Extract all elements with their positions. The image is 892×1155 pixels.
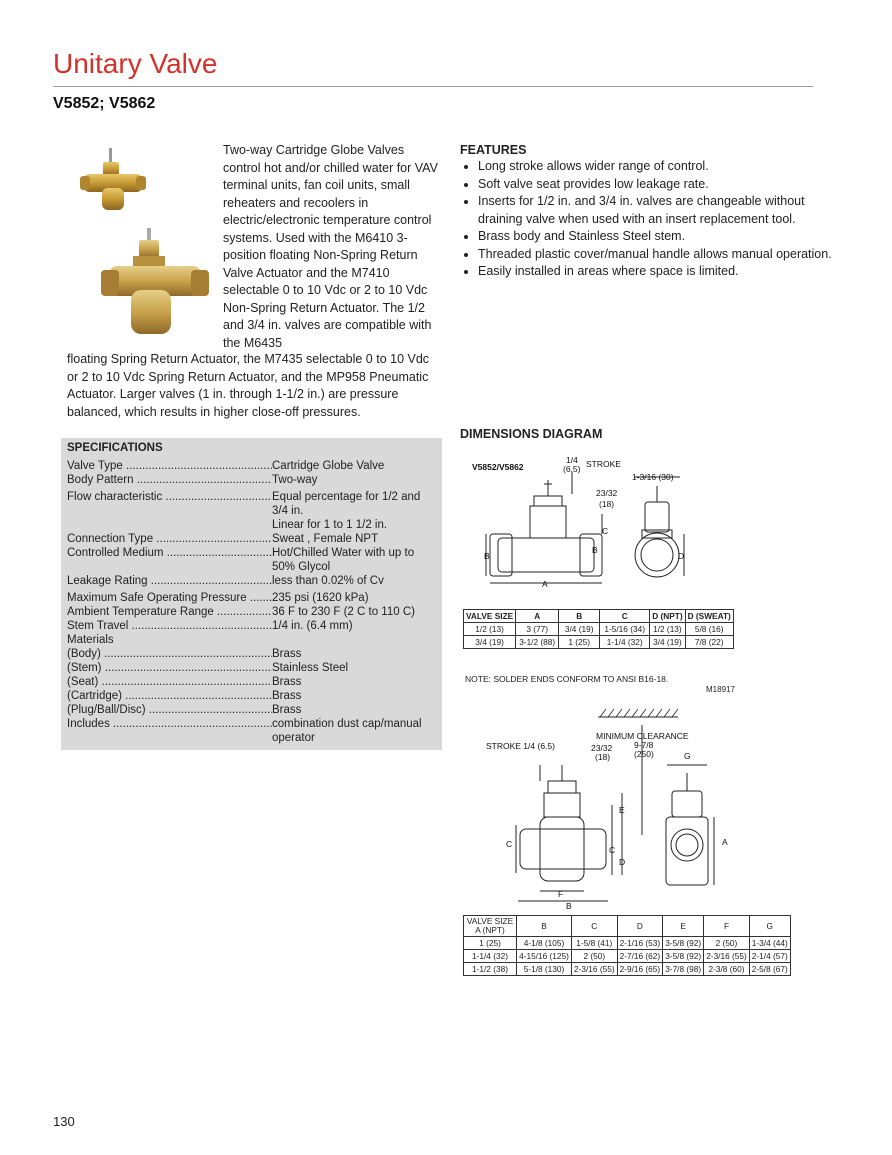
table-cell: 1/2 (13)	[464, 623, 516, 636]
table-header: E	[663, 916, 704, 937]
spec-value: Brass	[272, 689, 437, 703]
feature-item: • Easily installed in areas where space is limited.	[478, 263, 840, 281]
valve-photo-small	[76, 144, 152, 220]
table-cell: 2-7/16 (62)	[617, 950, 663, 963]
spec-value: Cartridge Globe Valve	[272, 459, 437, 473]
spec-value: Hot/Chilled Water with up to 50% Glycol	[272, 546, 437, 574]
table-row	[464, 636, 734, 649]
solder-note: NOTE: SOLDER ENDS CONFORM TO ANSI B16-18.	[465, 674, 669, 684]
table-cell: 1-5/16 (34)	[600, 623, 650, 636]
table-cell: 2 (50)	[704, 937, 750, 950]
table-cell: 1-1/2 (38)	[464, 963, 517, 976]
table-cell: 4-1/8 (105)	[517, 937, 572, 950]
stroke-mm: (6.5)	[563, 464, 581, 474]
spec-value: Brass	[272, 703, 437, 717]
table-row	[464, 623, 734, 636]
table-header: C	[572, 916, 618, 937]
table-header: D (SWEAT)	[685, 610, 733, 623]
spec-value: 36 F to 230 F (2 C to 110 C)	[272, 605, 437, 619]
table-row	[464, 963, 791, 976]
table-cell: 3 (77)	[516, 623, 559, 636]
drawing-code: M18917	[706, 685, 735, 694]
table-cell: 3-5/8 (92)	[663, 937, 704, 950]
table-header: D	[617, 916, 663, 937]
feature-item: • Long stroke allows wider range of control.	[478, 158, 840, 176]
table-cell: 3/4 (19)	[464, 636, 516, 649]
table-header: G	[749, 916, 790, 937]
dim-a-label: A	[542, 579, 548, 589]
table-cell: 1-1/4 (32)	[600, 636, 650, 649]
spec-value: Equal percentage for 1/2 and 3/4 in. Linear for 1 to 1 1/2 in.	[272, 490, 437, 532]
intro-paragraph: Two-way Cartridge Globe Valves control hot and/or chilled water for VAV terminal units, fan coil units, small reheaters and recoolers in electric/electronic temperature control systems. Used with the M6410 3-position floating Non-Spring Return Valve Actuator and the M7410 selectable 0 to 10 Vdc or 2 to 10 Vdc Non-Spring Return Actuator. The 1/2 and 3/4 in. valves are compatible with the M6435	[223, 143, 438, 350]
spec-value: combination dust cap/manual operator	[272, 717, 437, 745]
table-cell: 2-5/8 (67)	[749, 963, 790, 976]
specifications-box	[61, 438, 442, 750]
stroke-label: STROKE 1/4 (6.5)	[486, 741, 555, 751]
min-clearance-label: MINIMUM CLEARANCE	[596, 731, 689, 741]
table-cell: 4-15/16 (125)	[517, 950, 572, 963]
spec-label: (Cartridge) .....	[67, 689, 272, 703]
dim-b-label: B	[592, 545, 598, 555]
dimensions-table-large	[463, 915, 791, 976]
dim-c-label: C	[602, 526, 609, 536]
dim-c-label: C	[506, 839, 513, 849]
table-cell: 1/2 (13)	[650, 623, 685, 636]
table-cell: 2-1/16 (53)	[617, 937, 663, 950]
table-cell: 1 (25)	[559, 636, 600, 649]
table-cell: 5-1/8 (130)	[517, 963, 572, 976]
table-cell: 1-3/4 (44)	[749, 937, 790, 950]
diagram-model-label: V5852/V5862	[472, 462, 524, 472]
table-header: D (NPT)	[650, 610, 685, 623]
table-row	[464, 950, 791, 963]
product-subtitle: V5852; V5862	[53, 95, 156, 112]
clearance-fraction: 23/32	[596, 488, 618, 498]
clearance-mm: (18)	[595, 752, 611, 762]
dim-d-label: D	[678, 551, 685, 561]
spec-label: (Plug/Ball/Disc) .....	[67, 703, 272, 717]
spec-label: Controlled Medium .....	[67, 546, 272, 560]
stroke-label: STROKE	[586, 459, 621, 469]
table-header: B	[517, 916, 572, 937]
dim-e-label: E	[619, 805, 625, 815]
page-number: 130	[53, 1114, 75, 1129]
spec-value: Stainless Steel	[272, 661, 437, 675]
page-title: Unitary Valve	[53, 48, 218, 79]
height-fraction: 9-7/8	[634, 740, 654, 750]
height-mm: (250)	[634, 749, 654, 759]
dim-b-label: B	[566, 901, 572, 911]
valve-photo-large	[95, 226, 215, 344]
table-cell: 2-1/4 (57)	[749, 950, 790, 963]
spec-value: 235 psi (1620 kPa)	[272, 591, 437, 605]
spec-value: less than 0.02% of Cv	[272, 574, 437, 588]
table-cell: 2-9/16 (65)	[617, 963, 663, 976]
feature-item: • Inserts for 1/2 in. and 3/4 in. valves are changeable without draining valve when used with an insert replacement tool.	[478, 193, 840, 228]
spec-label: Ambient Temperature Range .....	[67, 605, 272, 619]
spec-value: Sweat , Female NPT	[272, 532, 437, 546]
table-cell: 3-1/2 (88)	[516, 636, 559, 649]
spec-label: Connection Type .....	[67, 532, 272, 546]
table-cell: 2-3/8 (60)	[704, 963, 750, 976]
spec-label: Stem Travel .....	[67, 619, 272, 633]
spec-value: Brass	[272, 647, 437, 661]
spec-value: 1/4 in. (6.4 mm)	[272, 619, 437, 633]
spec-label: Flow characteristic .....	[67, 490, 272, 504]
dim-c-label: C	[609, 845, 616, 855]
spec-label: (Stem) .....	[67, 661, 272, 675]
table-cell: 2-3/16 (55)	[572, 963, 618, 976]
table-cell: 3/4 (19)	[559, 623, 600, 636]
table-header: VALVE SIZE A (NPT)	[464, 916, 517, 937]
dim-b-label: B	[484, 551, 490, 561]
spec-value: Two-way	[272, 473, 437, 487]
stroke-fraction: 1/4	[566, 455, 578, 465]
spec-label: Leakage Rating .....	[67, 574, 272, 588]
table-cell: 3-5/8 (92)	[663, 950, 704, 963]
table-cell: 3-7/8 (98)	[663, 963, 704, 976]
dimensions-table-small	[463, 609, 734, 649]
table-cell: 3/4 (19)	[650, 636, 685, 649]
spec-value: Brass	[272, 675, 437, 689]
spec-label: (Body) .....	[67, 647, 272, 661]
features-section	[460, 143, 840, 281]
feature-item: • Threaded plastic cover/manual handle allows manual operation.	[478, 246, 840, 264]
table-cell: 1 (25)	[464, 937, 517, 950]
clearance-fraction: 23/32	[591, 743, 613, 753]
features-heading: FEATURES	[460, 143, 527, 157]
dim-a-label: A	[722, 837, 728, 847]
spec-label: (Seat) .....	[67, 675, 272, 689]
table-cell: 2-3/16 (55)	[704, 950, 750, 963]
table-header: B	[559, 610, 600, 623]
table-header: C	[600, 610, 650, 623]
table-row	[464, 937, 791, 950]
table-cell: 7/8 (22)	[685, 636, 733, 649]
spec-label: Valve Type .....	[67, 459, 272, 473]
table-header: F	[704, 916, 750, 937]
table-header: A	[516, 610, 559, 623]
clearance-mm: (18)	[599, 499, 615, 509]
width-label: 1-3/16 (30)	[632, 472, 674, 482]
table-header: VALVE SIZE	[464, 610, 516, 623]
dimension-diagram-small-valve	[462, 450, 742, 600]
specifications-heading: SPECIFICATIONS	[67, 442, 163, 454]
dimension-diagram-large-valve	[462, 705, 762, 913]
title-divider	[53, 86, 813, 87]
dimensions-heading: DIMENSIONS DIAGRAM	[460, 427, 603, 441]
table-cell: 1-5/8 (41)	[572, 937, 618, 950]
table-cell: 5/8 (16)	[685, 623, 733, 636]
feature-item: • Soft valve seat provides low leakage rate.	[478, 176, 840, 194]
feature-item: • Brass body and Stainless Steel stem.	[478, 228, 840, 246]
features-list	[460, 158, 840, 281]
dim-d-label: D	[619, 857, 626, 867]
spec-label: Maximum Safe Operating Pressure .....	[67, 591, 272, 605]
spec-label: Materials	[67, 633, 267, 647]
table-cell: 1-1/4 (32)	[464, 950, 517, 963]
intro-paragraph-continued: floating Spring Return Actuator, the M7435 selectable 0 to 10 Vdc or 2 to 10 Vdc Spring Return Actuator, and the MP958 Pneumatic Actuator. Larger valves (1 in. through 1-1/2 in.) are pressure balanced, which results in higher close-off pressures.	[67, 352, 430, 419]
spec-label: Body Pattern .....	[67, 473, 272, 487]
table-cell: 2 (50)	[572, 950, 618, 963]
spec-label: Includes .....	[67, 717, 272, 731]
dim-g-label: G	[684, 751, 691, 761]
dim-f-label: F	[558, 889, 564, 899]
